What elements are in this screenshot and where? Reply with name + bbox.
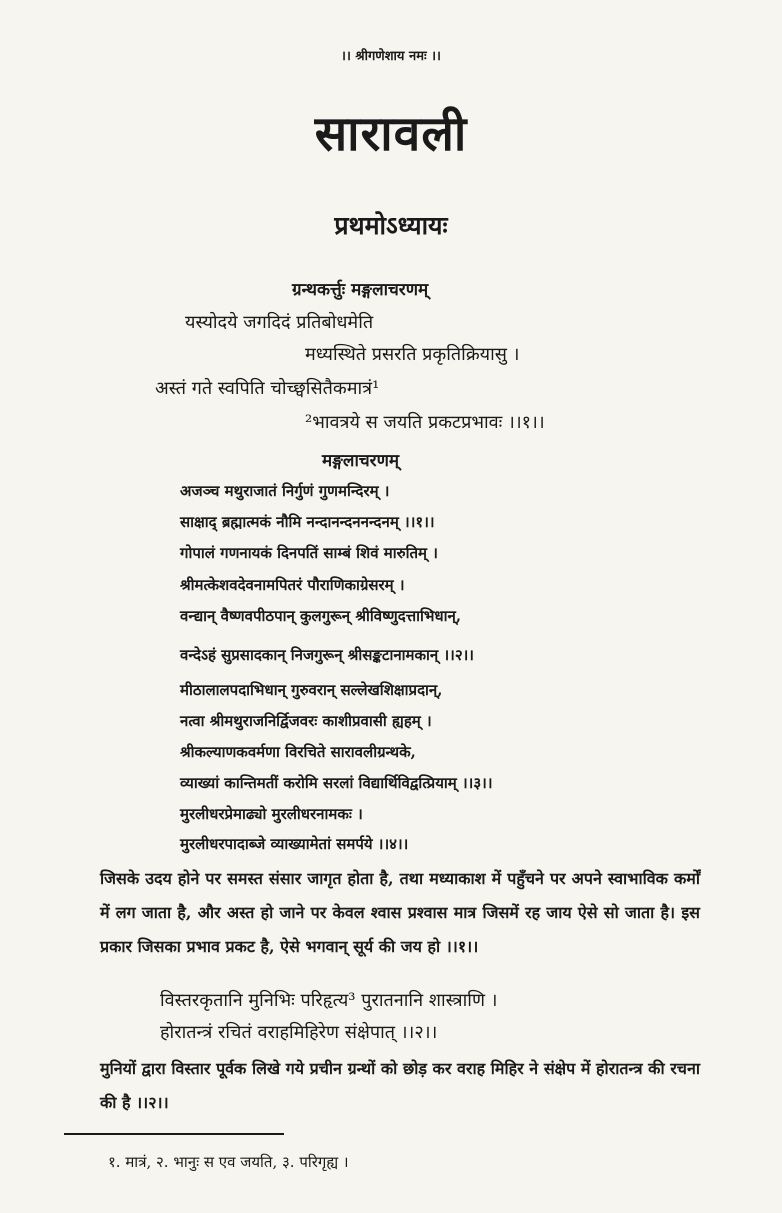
- verse-line: अजञ्च मथुराजातं निर्गुणं गुणमन्दिरम् ।: [180, 482, 390, 500]
- verse-line: व्याख्यां कान्तिमतीं करोमि सरलां विद्यार्थिविद्वत्प्रियाम् ।।३।।: [180, 774, 493, 792]
- verse-line: होरातन्त्रं रचितं वराहमिहिरेण संक्षेपात् ।।२।।: [160, 1022, 438, 1043]
- invocation-line: ।। श्रीगणेशाय नमः ।।: [341, 49, 441, 64]
- section-heading-author-invocation: ग्रन्थकर्त्तुः मङ्गलाचरणम्: [292, 280, 429, 300]
- verse-line: श्रीकल्याणकवर्मणा विरचिते सारावलीग्रन्थके,: [180, 743, 416, 761]
- verse-line: गोपालं गणनायकं दिनपतिं साम्बं शिवं मारुतिम् ।: [180, 544, 438, 562]
- section-heading-invocation: मङ्गलाचरणम्: [322, 451, 400, 471]
- verse-line: यस्योदये जगदिदं प्रतिबोधमेति: [185, 312, 374, 333]
- verse-line: साक्षाद् ब्रह्मात्मकं नौमि नन्दानन्दननन्दनम् ।।१।।: [180, 513, 435, 531]
- chapter-heading: प्रथमोऽध्यायः: [334, 211, 448, 240]
- commentary-paragraph: जिसके उदय होने पर समस्त संसार जागृत होता है, तथा मध्याकाश में पहुँचने पर अपने स्वाभाविक कर्मों में लग जाता है, और अस्त हो जाने पर केवल श्वास प्रश्वास मात्र जिसमें रह जाय ऐसे सो जाता है। इस प्रकार जिसका प्रभाव प्रकट है, ऐसे भगवान् सूर्य की जय हो ।।१।।: [100, 869, 700, 956]
- verse-line: मीठालालपदाभिधान् गुरुवरान् सल्लेखशिक्षाप्रदान्,: [180, 681, 443, 699]
- verse-line: ²भावत्रये स जयति प्रकटप्रभावः ।।१।।: [305, 412, 545, 433]
- page-title: सारावली: [314, 106, 468, 162]
- verse-line: मुरलीधरप्रेमाढ्यो मुरलीधरनामकः ।: [180, 805, 363, 823]
- verse-line: नत्वा श्रीमथुराजनिर्द्विजवरः काशीप्रवासी ह्यहम् ।: [180, 712, 432, 730]
- verse-line: मध्यस्थिते प्रसरति प्रकृतिक्रियासु ।: [305, 344, 520, 365]
- verse-line: वन्देऽहं सुप्रसादकान् निजगुरून् श्रीसङ्कटानामकान् ।।२।।: [180, 646, 474, 664]
- verse-line: श्रीमत्केशवदेवनामपितरं पौराणिकाग्रेसरम् ।: [180, 576, 405, 594]
- footnote: १. मात्रं, २. भानुः स एव जयति, ३. परिगृह्य ।: [108, 1153, 349, 1171]
- verse-line: वन्द्यान् वैष्णवपीठपान् कुलगुरून् श्रीविष्णुदत्ताभिधान्,: [180, 607, 462, 625]
- verse-line: विस्तरकृतानि मुनिभिः परिहृत्य³ पुरातनानि शास्त्राणि ।: [160, 990, 498, 1011]
- commentary-paragraph: मुनियों द्वारा विस्तार पूर्वक लिखे गये प्रचीन ग्रन्थों को छोड़ कर वराह मिहिर ने संक्षेप में होरातन्त्र की रचना की है ।।२।।: [100, 1059, 700, 1112]
- footnote-divider: [64, 1133, 284, 1135]
- verse-line: मुरलीधरपादाब्जे व्याख्यामेतां समर्पये ।।४।।: [180, 835, 409, 853]
- verse-line: अस्तं गते स्वपिति चोच्छ्वसितैकमात्रं¹: [155, 378, 380, 399]
